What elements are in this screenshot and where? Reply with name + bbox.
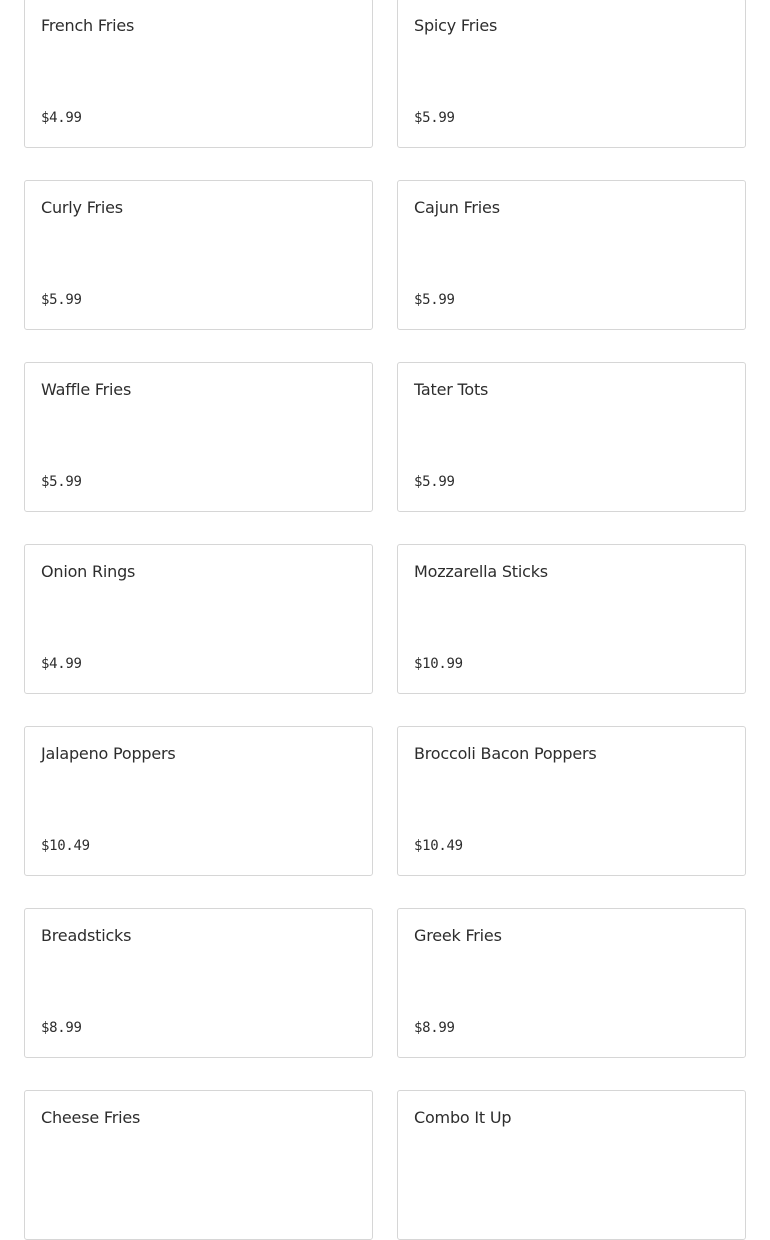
menu-item-price: $4.99 xyxy=(41,110,82,126)
menu-item-name: Mozzarella Sticks xyxy=(414,562,548,581)
menu-item-card[interactable] xyxy=(24,180,373,330)
menu-item-card[interactable] xyxy=(397,0,746,148)
menu-item-name: Onion Rings xyxy=(41,562,136,581)
menu-item-price: $5.99 xyxy=(414,110,455,126)
menu-item-name: Broccoli Bacon Poppers xyxy=(414,744,597,763)
menu-item-name: Breadsticks xyxy=(41,926,132,945)
menu-item-card[interactable] xyxy=(397,908,746,1058)
menu-item-price: $5.99 xyxy=(414,474,455,490)
menu-item-card[interactable] xyxy=(24,1090,373,1240)
menu-item-card[interactable] xyxy=(24,362,373,512)
menu-item-price: $5.99 xyxy=(41,292,82,308)
menu-item-card[interactable] xyxy=(24,908,373,1058)
menu-item-price: $4.99 xyxy=(41,656,82,672)
menu-item-name: Curly Fries xyxy=(41,198,123,217)
menu-item-name: Jalapeno Poppers xyxy=(41,744,176,763)
menu-item-card[interactable] xyxy=(397,544,746,694)
menu-item-name: Waffle Fries xyxy=(41,380,132,399)
menu-item-price: $10.49 xyxy=(414,838,463,854)
menu-item-price: $10.49 xyxy=(41,838,90,854)
menu-item-price: $8.99 xyxy=(41,1020,82,1036)
menu-item-card[interactable] xyxy=(397,180,746,330)
menu-item-name: Greek Fries xyxy=(414,926,502,945)
menu-item-card[interactable] xyxy=(24,544,373,694)
menu-item-grid xyxy=(24,0,746,1240)
menu-item-price: $5.99 xyxy=(41,474,82,490)
menu-item-card[interactable] xyxy=(397,726,746,876)
menu-item-name: Cajun Fries xyxy=(414,198,500,217)
menu-item-card[interactable] xyxy=(397,1090,746,1240)
menu-item-price: $5.99 xyxy=(414,292,455,308)
menu-item-name: Combo It Up xyxy=(414,1108,512,1127)
menu-item-card[interactable] xyxy=(24,0,373,148)
menu-item-name: French Fries xyxy=(41,16,135,35)
menu-item-card[interactable] xyxy=(24,726,373,876)
menu-item-card[interactable] xyxy=(397,362,746,512)
menu-item-price: $8.99 xyxy=(414,1020,455,1036)
menu-item-price: $10.99 xyxy=(414,656,463,672)
menu-item-name: Spicy Fries xyxy=(414,16,498,35)
menu-item-name: Tater Tots xyxy=(414,380,489,399)
menu-item-name: Cheese Fries xyxy=(41,1108,141,1127)
